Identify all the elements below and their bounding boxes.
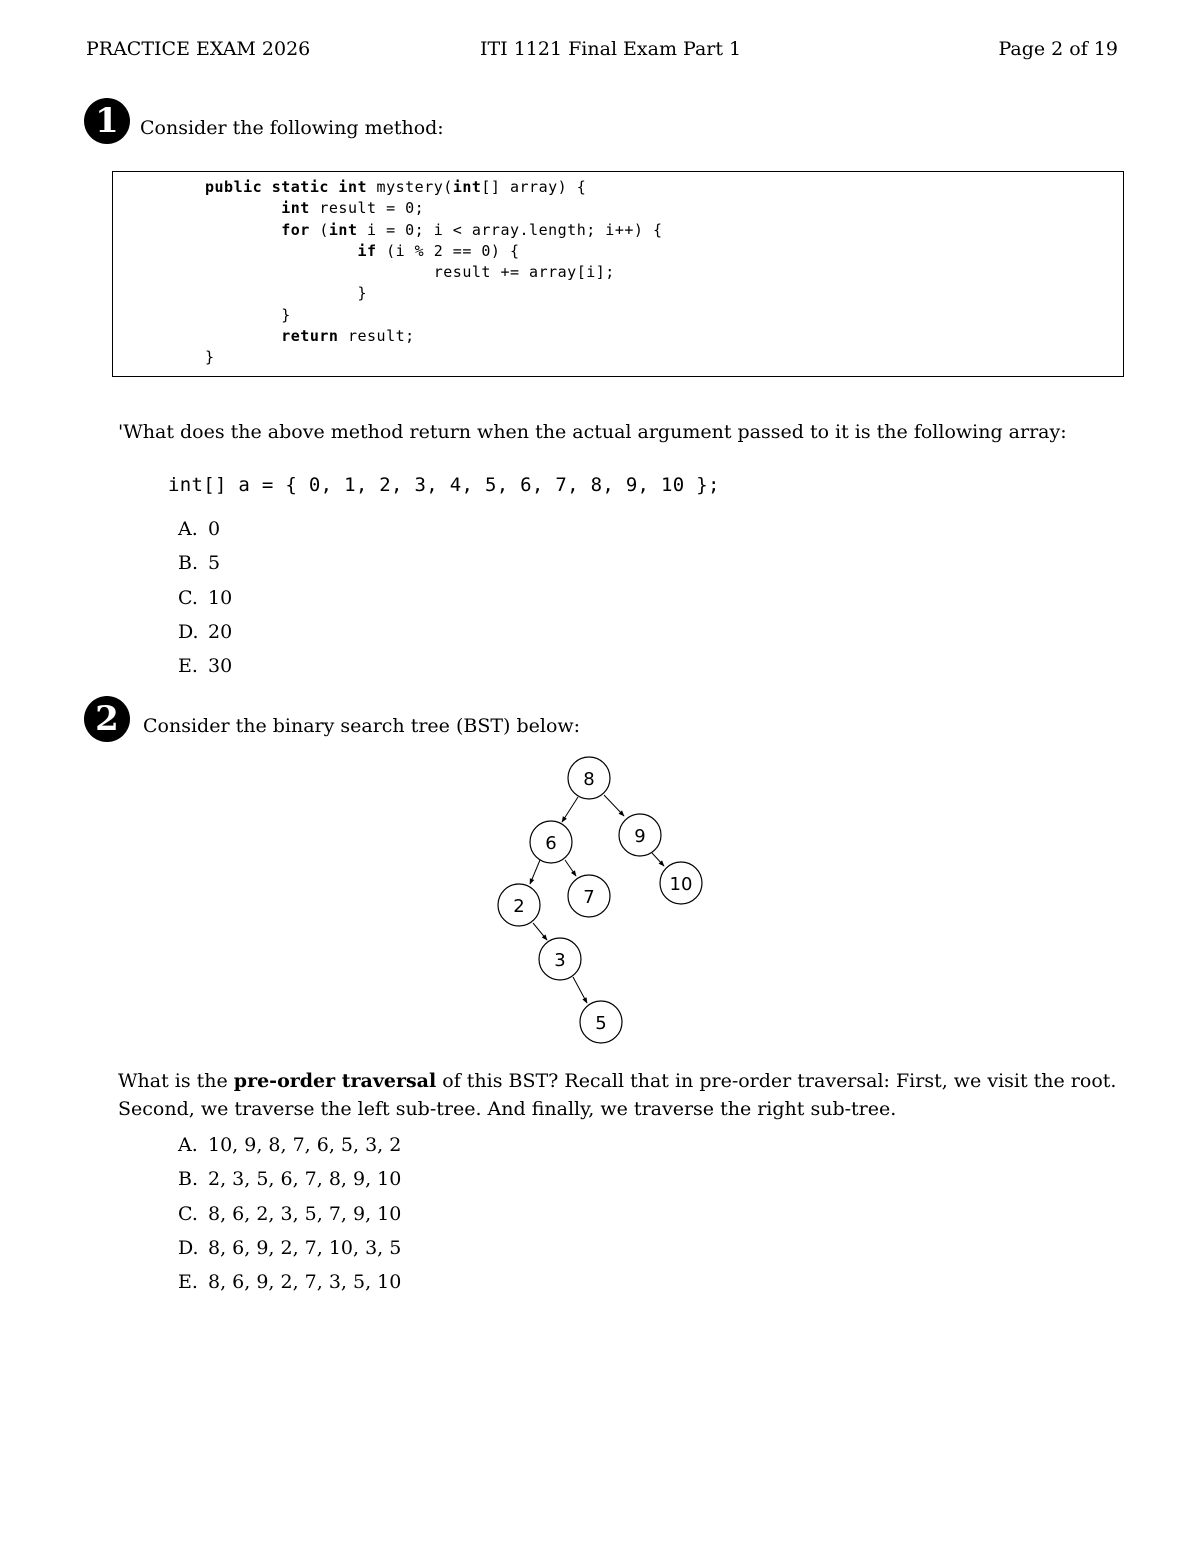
option-label: C. xyxy=(178,1202,198,1225)
code-keyword: return xyxy=(281,327,339,346)
option-text: 10, 9, 8, 7, 6, 5, 3, 2 xyxy=(208,1134,402,1156)
code-text: [] array) { xyxy=(481,178,587,196)
option-text: 5 xyxy=(208,552,221,575)
node-6 xyxy=(530,821,572,863)
array-declaration: int[] a = { 0, 1, 2, 3, 4, 5, 6, 7, 8, 9, 10 }; xyxy=(168,474,720,496)
code-keyword: int xyxy=(281,199,310,218)
node-3 xyxy=(539,938,581,980)
option-text: 10 xyxy=(208,586,233,609)
edge-6-7 xyxy=(565,860,576,876)
option-label: D. xyxy=(178,620,199,643)
edge-2-3 xyxy=(533,923,547,940)
code-keyword: for xyxy=(281,220,310,239)
option-a[interactable] xyxy=(178,1128,401,1162)
question-2-text-pre: What is the xyxy=(118,1070,234,1092)
node-2 xyxy=(498,884,540,926)
code-keyword: int xyxy=(328,220,358,239)
node-7 xyxy=(568,875,610,917)
question-2-text-post: of this BST? Recall that in pre-order traversal: First, we visit the root. Second, we traverse the left sub-tree. And finally, we traverse the right sub-tree. xyxy=(118,1070,1117,1120)
option-text: 8, 6, 2, 3, 5, 7, 9, 10 xyxy=(208,1202,402,1225)
node-9 xyxy=(619,814,661,856)
question-1-number-badge: 1 xyxy=(84,98,130,144)
option-label: A. xyxy=(178,518,198,540)
question-1-text: 'What does the above method return when the actual argument passed to it is the following array: xyxy=(118,421,1067,443)
node-8 xyxy=(568,757,610,799)
option-label: D. xyxy=(178,1236,199,1259)
node-label: 7 xyxy=(583,887,595,908)
page-number: Page 2 of 19 xyxy=(998,38,1118,60)
question-2-options xyxy=(178,1128,401,1299)
option-label: A. xyxy=(178,1134,198,1156)
code-text: mystery( xyxy=(367,178,453,196)
option-text: 8, 6, 9, 2, 7, 3, 5, 10 xyxy=(208,1271,402,1294)
edge-9-10 xyxy=(652,853,664,866)
question-2-prompt: Consider the binary search tree (BST) below: xyxy=(143,715,581,737)
option-e[interactable] xyxy=(178,1265,401,1299)
option-label: E. xyxy=(178,1271,198,1294)
node-label: 9 xyxy=(634,826,646,847)
exam-label: PRACTICE EXAM 2026 xyxy=(86,38,311,60)
option-d[interactable] xyxy=(178,1231,401,1265)
code-keyword: int xyxy=(452,178,482,196)
option-label: E. xyxy=(178,655,198,678)
question-2-text xyxy=(118,1068,1128,1123)
node-label: 2 xyxy=(513,896,525,917)
option-label: C. xyxy=(178,586,198,609)
option-text: 30 xyxy=(208,655,233,678)
option-text: 20 xyxy=(208,620,233,643)
option-text: 2, 3, 5, 6, 7, 8, 9, 10 xyxy=(208,1168,402,1191)
question-2-text-bold: pre-order traversal xyxy=(233,1070,437,1092)
option-text: 0 xyxy=(208,518,221,540)
edge-8-6 xyxy=(562,797,578,822)
node-label: 3 xyxy=(554,950,566,971)
code-text: } xyxy=(205,348,215,367)
code-text: (i % 2 == 0) { xyxy=(376,241,520,260)
option-label: B. xyxy=(178,552,199,575)
edge-8-9 xyxy=(604,795,624,816)
code-keyword: if xyxy=(357,241,377,260)
node-5 xyxy=(580,1001,622,1043)
option-c[interactable] xyxy=(178,1197,401,1231)
option-text: 8, 6, 9, 2, 7, 10, 3, 5 xyxy=(208,1236,402,1259)
node-label: 8 xyxy=(583,769,595,790)
code-keyword: public static int xyxy=(205,178,368,196)
code-text: i = 0; i < array.length; i++) { xyxy=(357,220,663,239)
code-text: result += array[i]; xyxy=(433,263,615,282)
code-text: ( xyxy=(309,220,329,239)
node-10 xyxy=(660,862,702,904)
question-2-number-badge: 2 xyxy=(84,696,130,742)
edge-3-5 xyxy=(573,977,587,1003)
code-text: result = 0; xyxy=(309,199,425,218)
code-text: } xyxy=(281,305,291,324)
edge-6-2 xyxy=(530,860,540,884)
code-text: result; xyxy=(338,327,415,346)
option-label: B. xyxy=(178,1168,199,1191)
node-label: 10 xyxy=(669,874,693,895)
node-label: 5 xyxy=(595,1013,607,1034)
question-1-prompt: Consider the following method: xyxy=(140,117,444,139)
option-b[interactable] xyxy=(178,1162,401,1196)
node-label: 6 xyxy=(545,833,557,854)
code-text: } xyxy=(357,284,368,303)
course-title: ITI 1121 Final Exam Part 1 xyxy=(480,38,742,60)
